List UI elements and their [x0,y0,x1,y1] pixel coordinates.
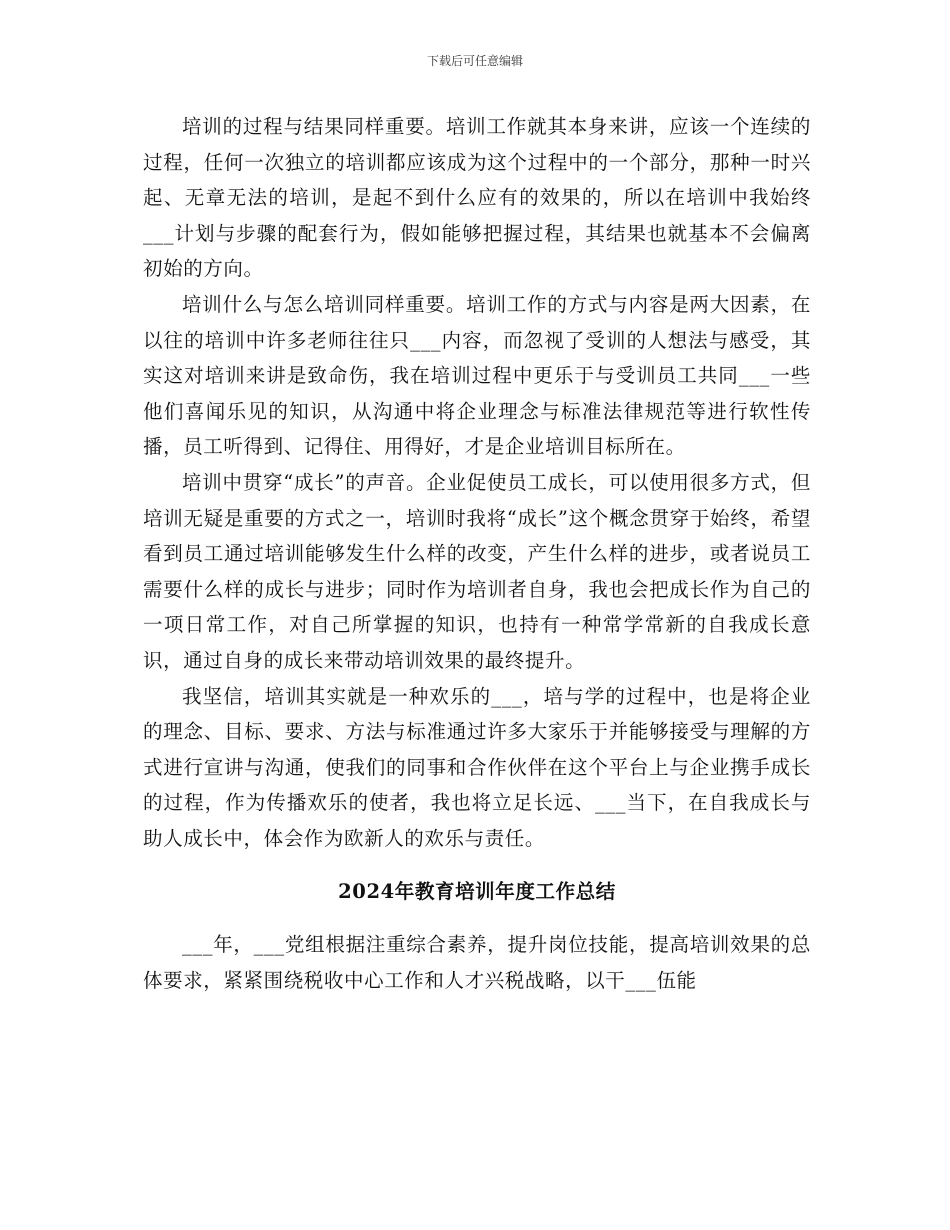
paragraph: 培训的过程与结果同样重要。培训工作就其本身来讲，应该一个连续的过程，任何一次独立的培训都应该成为这个过程中的一个部分，那种一时兴起、无章无法的培训，是起不到什么应有的效果的，所以在培训中我始终___计划与步骤的配套行为，假如能够把握过程，其结果也就基本不会偏离初始的方向。 [143,115,811,281]
paragraph: 培训什么与怎么培训同样重要。培训工作的方式与内容是两大因素，在以往的培训中许多老师往往只___内容，而忽视了受训的人想法与感受，其实这对培训来讲是致命伤，我在培训过程中更乐于与受训员工共同___一些他们喜闻乐见的知识，从沟通中将企业理念与标准法律规范等进行软性传播，员工听得到、记得住、用得好，才是企业培训目标所在。 [143,292,811,459]
header-note: 下载后可任意编辑 [426,54,523,68]
section-title: 2024年教育培训年度工作总结 [338,880,616,904]
document-body [143,109,811,999]
paragraph: 培训中贯穿“成长”的声音。企业促使员工成长，可以使用很多方式，但培训无疑是重要的方式之一，培训时我将“成长”这个概念贯穿于始终，希望看到员工通过培训能够发生什么样的改变，产生什么样的进步，或者说员工需要什么样的成长与进步；同时作为培训者自身，我也会把成长作为自己的一项日常工作，对自己所掌握的知识，也持有一种常学常新的自我成长意识，通过自身的成长来带动培训效果的最终提升。 [143,470,811,672]
paragraph: 我坚信，培训其实就是一种欢乐的___，培与学的过程中，也是将企业的理念、目标、要求、方法与标准通过许多大家乐于并能够接受与理解的方式进行宣讲与沟通，使我们的同事和合作伙伴在这个平台上与企业携手成长的过程，作为传播欢乐的使者，我也将立足长远、___当下，在自我成长与助人成长中，体会作为欧新人的欢乐与责任。 [143,684,811,850]
paragraph: ___年，___党组根据注重综合素养，提升岗位技能，提高培训效果的总体要求，紧紧围绕税收中心工作和人才兴税战略，以干___伍能 [143,933,811,993]
